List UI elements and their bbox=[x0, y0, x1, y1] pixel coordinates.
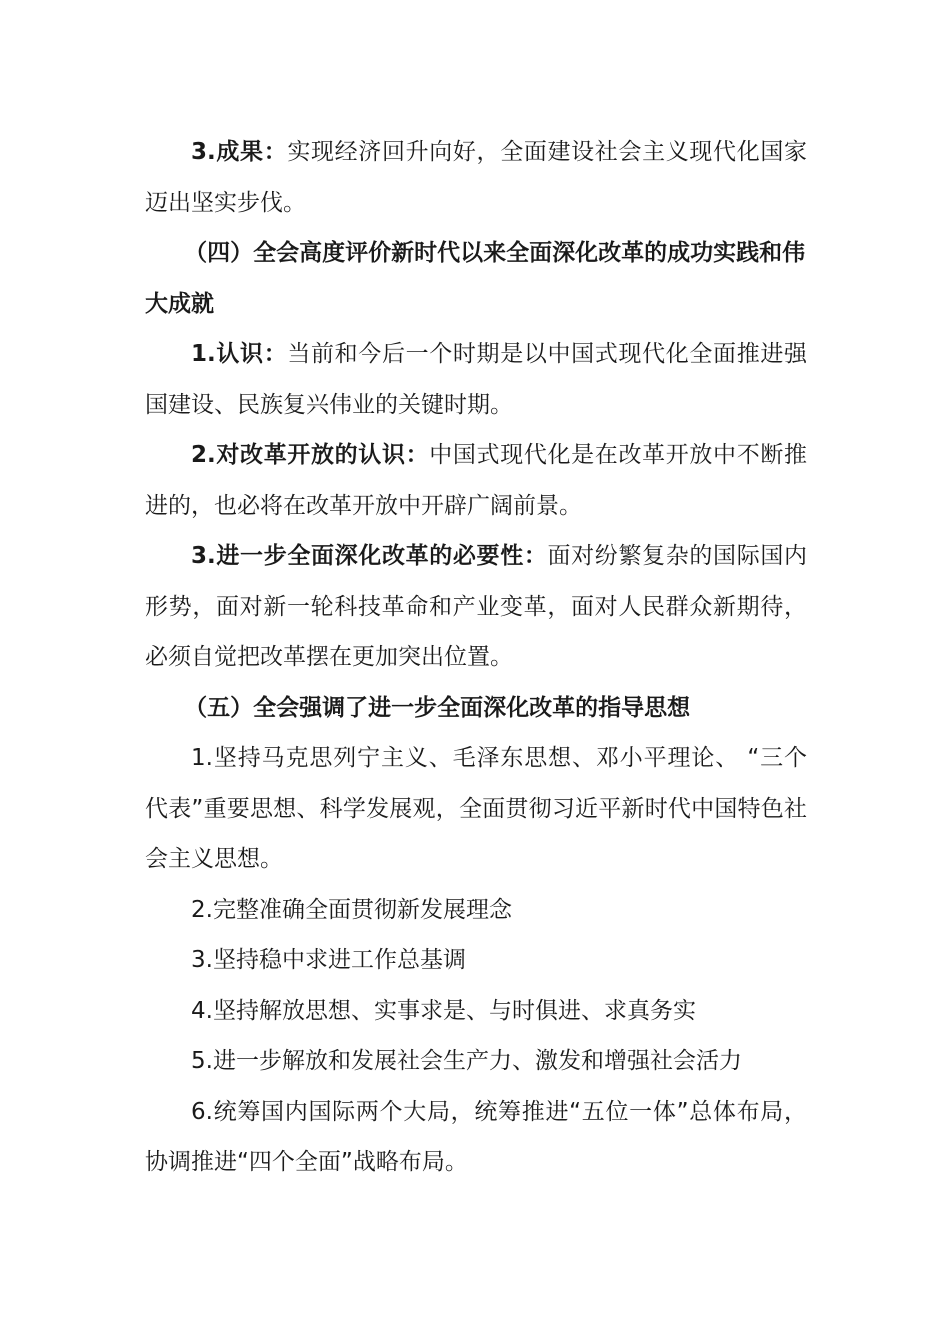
paragraph-necessity bbox=[145, 531, 807, 683]
list-item-3: 3.坚持稳中求进工作总基调 bbox=[191, 947, 466, 973]
section-heading-4: （四）全会高度评价新时代以来全面深化改革的成功实践和伟大成就 bbox=[145, 240, 806, 317]
item-text: 实现经济回升向好，全面建设社会主义现代化国家迈出坚实步伐。 bbox=[145, 139, 807, 216]
section-heading-5: （五）全会强调了进一步全面深化改革的指导思想 bbox=[184, 694, 691, 721]
paragraph-reform-opening bbox=[145, 430, 807, 531]
item-label: 3.成果： bbox=[191, 139, 288, 165]
item-text: 当前和今后一个时期是以中国式现代化全面推进强国建设、民族复兴伟业的关键时期。 bbox=[145, 341, 807, 418]
document-body bbox=[145, 127, 807, 1188]
item-text: 面对纷繁复杂的国际国内形势，面对新一轮科技革命和产业变革，面对人民群众新期待，必须自觉把改革摆在更加突出位置。 bbox=[145, 543, 808, 670]
item-label: 2.对改革开放的认识： bbox=[191, 442, 430, 468]
item-label: 3.进一步全面深化改革的必要性： bbox=[191, 543, 548, 569]
list-item-5: 5.进一步解放和发展社会生产力、激发和增强社会活力 bbox=[191, 1048, 742, 1074]
paragraph-result bbox=[145, 127, 807, 228]
list-item-6: 6.统筹国内国际两个大局，统筹推进“五位一体”总体布局，协调推进“四个全面”战略布局。 bbox=[145, 1098, 807, 1175]
item-label: 1.认识： bbox=[191, 341, 288, 367]
paragraph-recognition bbox=[145, 329, 807, 430]
list-item-4: 4.坚持解放思想、实事求是、与时俱进、求真务实 bbox=[191, 997, 696, 1024]
item-text: 中国式现代化是在改革开放中不断推进的，也必将在改革开放中开辟广阔前景。 bbox=[145, 442, 808, 519]
list-item-2: 2.完整准确全面贯彻新发展理念 bbox=[191, 896, 512, 923]
list-item-1: 1.坚持马克思列宁主义、毛泽东思想、邓小平理论、 “三个代表”重要思想、科学发展观，全面贯彻习近平新时代中国特色社会主义思想。 bbox=[145, 745, 807, 872]
